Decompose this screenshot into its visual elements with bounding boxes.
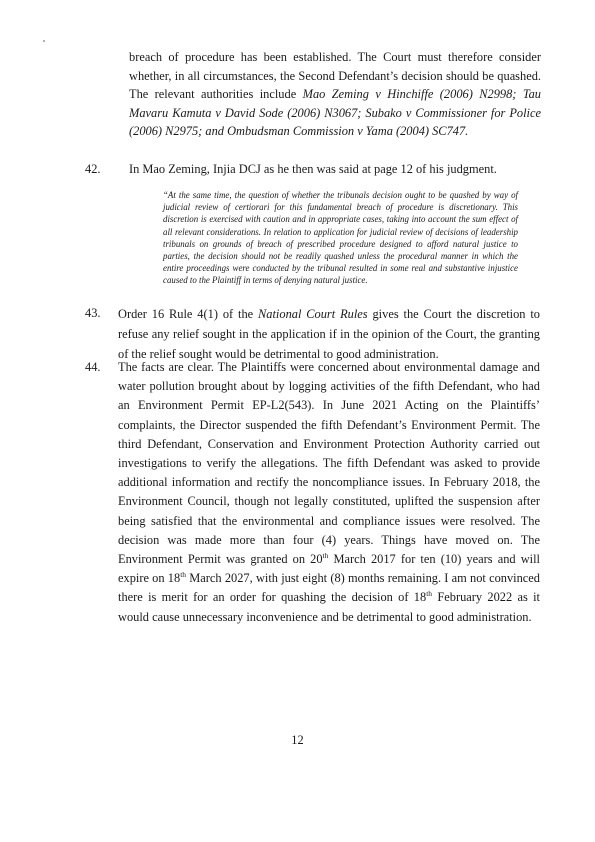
paragraph-43-text-after: gives the Court the discretion to refuse any relief sought in the application if in the opinion of the Court, the granting of the relief sought would be detrimental to good administration. <box>118 307 540 361</box>
paragraph-44-part4: February 2022 as it would cause unnecessary inconvenience and be detrimental to good administration. <box>118 590 540 624</box>
paragraph-44-number: 44. <box>85 360 101 374</box>
rules-name: National Court Rules <box>258 307 368 321</box>
paragraph-44-part2: March 2017 for ten (10) years and will expire on 18 <box>118 552 541 586</box>
judgment-quote: “At the same time, the question of whether the tribunals decision ought to be quashed by way of judicial review of certiorari for this fundamental breach of procedure is discretionary. This discretion is exercised with caution and in appropriate cases, taking into account the sum effect of all relevant considerations. In relation to application for judicial review of decisions of leadership tribunals on grounds of breach of prescribed procedure designed to afford natural justice to parties, the decision should not be readily quashed unless the procedural manner in which the entire proceedings were conducted by the tribunal resulted in some real and substantive injustice caused to the Plaintiff in terms of denying natural justice. <box>163 190 518 286</box>
paragraph-43 <box>118 304 540 364</box>
paragraph-43-number: 43. <box>85 306 101 320</box>
paragraph-44 <box>118 358 540 627</box>
paragraph-41-text: breach of procedure has been established. The Court must therefore consider whether, in all circumstances, the Second Defendant’s decision should be quashed. The relevant authorities include <box>129 50 541 102</box>
page-number: 12 <box>291 733 304 747</box>
ordinal-suffix: th <box>180 570 187 580</box>
paragraph-42-text: In Mao Zeming, Injia DCJ as he then was said at page 12 of his judgment. <box>129 162 497 176</box>
ordinal-suffix: th <box>322 551 329 561</box>
paragraph-44-part3: March 2027, with just eight (8) months remaining. I am not convinced there is merit for an order for quashing the decision of 18 <box>118 571 540 605</box>
paragraph-43-text-before: Order 16 Rule 4(1) of the <box>118 307 259 321</box>
scan-speck <box>43 40 45 42</box>
paragraph-41-continuation <box>129 48 541 141</box>
paragraph-42-number: 42. <box>85 162 101 176</box>
ordinal-suffix: th <box>426 589 433 599</box>
paragraph-44-part1: The facts are clear. The Plaintiffs were concerned about environmental damage and water pollution brought about by logging activities of the fifth Defendant, who had an Environment Permit EP-L2(543). In June 2021 Acting on the Plaintiffs’ complaints, the Director suspended the fifth Defendant’s Environment Permit. The third Defendant, Conservation and Environment Protection Authority carried out investigations to verify the allegations. The fifth Defendant was asked to provide additional information and rectify the noncompliance issues. In February 2018, the Environment Council, though not legally constituted, uplifted the suspension after being satisfied that the environmental and compliance issues were resolved. The decision was made more than four (4) years. Things have moved on. The Environment Permit was granted on 20 <box>118 360 540 567</box>
case-citations: Mao Zeming v Hinchiffe (2006) N2998; Tau Mavaru Kamuta v David Sode (2006) N3067; Subako v Commissioner for Police (2006) N2975; and Ombudsman Commission v Yama (2004) SC747. <box>129 87 541 139</box>
